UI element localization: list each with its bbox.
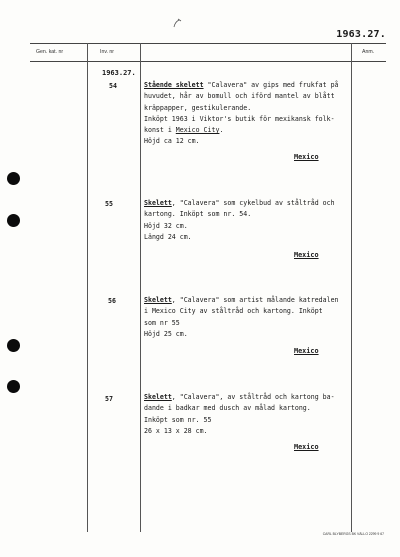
entry-line: som nr 55 <box>144 318 180 327</box>
column-header-gen-kat-nr: Gen. kat. nr <box>36 49 64 55</box>
entry-line <box>144 125 350 136</box>
pencil-mark-icon <box>172 18 184 28</box>
printer-mark: CARL BLYBERGS BK VÄLLO 2299 9 67 <box>322 532 384 536</box>
entry-title-rest: , "Calavera", av ståltråd och kartong ba- <box>171 393 335 401</box>
punch-hole-icon <box>7 339 20 352</box>
place-name: Mexico City <box>175 126 220 135</box>
punch-hole-icon <box>7 172 20 185</box>
entry-measurement: Längd 24 cm. <box>144 232 192 241</box>
inventory-number: 55 <box>105 200 113 208</box>
punch-hole-icon <box>7 380 20 393</box>
entry-line: kräppapper, gestikulerande. <box>144 103 252 112</box>
entry-description <box>144 80 350 148</box>
entry-title: Stående skelett <box>144 81 204 89</box>
column-header-inv-nr: Inv. nr <box>100 49 115 55</box>
entry-title-line <box>144 198 350 209</box>
origin-label: Mexico <box>294 347 319 355</box>
entry-line-suffix: . <box>219 126 224 135</box>
entry-title-rest: "Calavera" av gips med frukfat på <box>203 81 339 89</box>
entry-description <box>144 198 350 243</box>
entry-measurement: 26 x 13 x 28 cm. <box>144 426 208 435</box>
entry-title: Skelett <box>144 199 172 207</box>
column-divider <box>140 43 141 532</box>
entry-measurement: Höjd 25 cm. <box>144 329 188 338</box>
entry-measurement: Höjd ca 12 cm. <box>144 137 200 146</box>
column-header-anm: Anm. <box>362 49 375 55</box>
entry-line: dande i badkar med dusch av målad kartong. <box>144 404 311 413</box>
inventory-number: 56 <box>108 297 116 305</box>
entry-title-line <box>144 295 350 306</box>
column-divider <box>351 43 352 532</box>
entry-title-rest: , "Calavera" som cykelbud av ståltråd och <box>171 199 335 207</box>
entry-description <box>144 295 350 340</box>
punch-hole-icon <box>7 214 20 227</box>
entry-title-rest: , "Calavera" som artist målande katredalen <box>171 296 339 304</box>
entry-title: Skelett <box>144 393 172 401</box>
table-header <box>30 43 386 62</box>
inventory-number: 57 <box>105 395 113 403</box>
origin-label: Mexico <box>294 251 319 259</box>
entry-line: huvudet, hår av bomull och iförd mantel av blått <box>144 92 335 101</box>
entry-line: i Mexico City av ståltråd och kartong. Inköpt <box>144 307 323 316</box>
entry-line: Inköpt som nr. 55 <box>144 415 212 424</box>
entry-measurement: Höjd 32 cm. <box>144 221 188 230</box>
inventory-number: 54 <box>109 82 117 90</box>
entry-line: Inköpt 1963 i Viktor's butik för mexikansk folk- <box>144 114 335 123</box>
entry-line: kartong. Inköpt som nr. 54. <box>144 210 252 219</box>
entry-line-prefix: konst i <box>144 126 176 135</box>
column-divider <box>87 43 88 532</box>
catalog-number: 1963.27. <box>336 29 386 40</box>
entry-title: Skelett <box>144 296 172 304</box>
origin-label: Mexico <box>294 443 319 451</box>
entries-year: 1963.27. <box>102 69 136 77</box>
entry-title-line <box>144 80 350 91</box>
origin-label: Mexico <box>294 153 319 161</box>
entry-title-line <box>144 392 350 403</box>
entry-description <box>144 392 350 437</box>
